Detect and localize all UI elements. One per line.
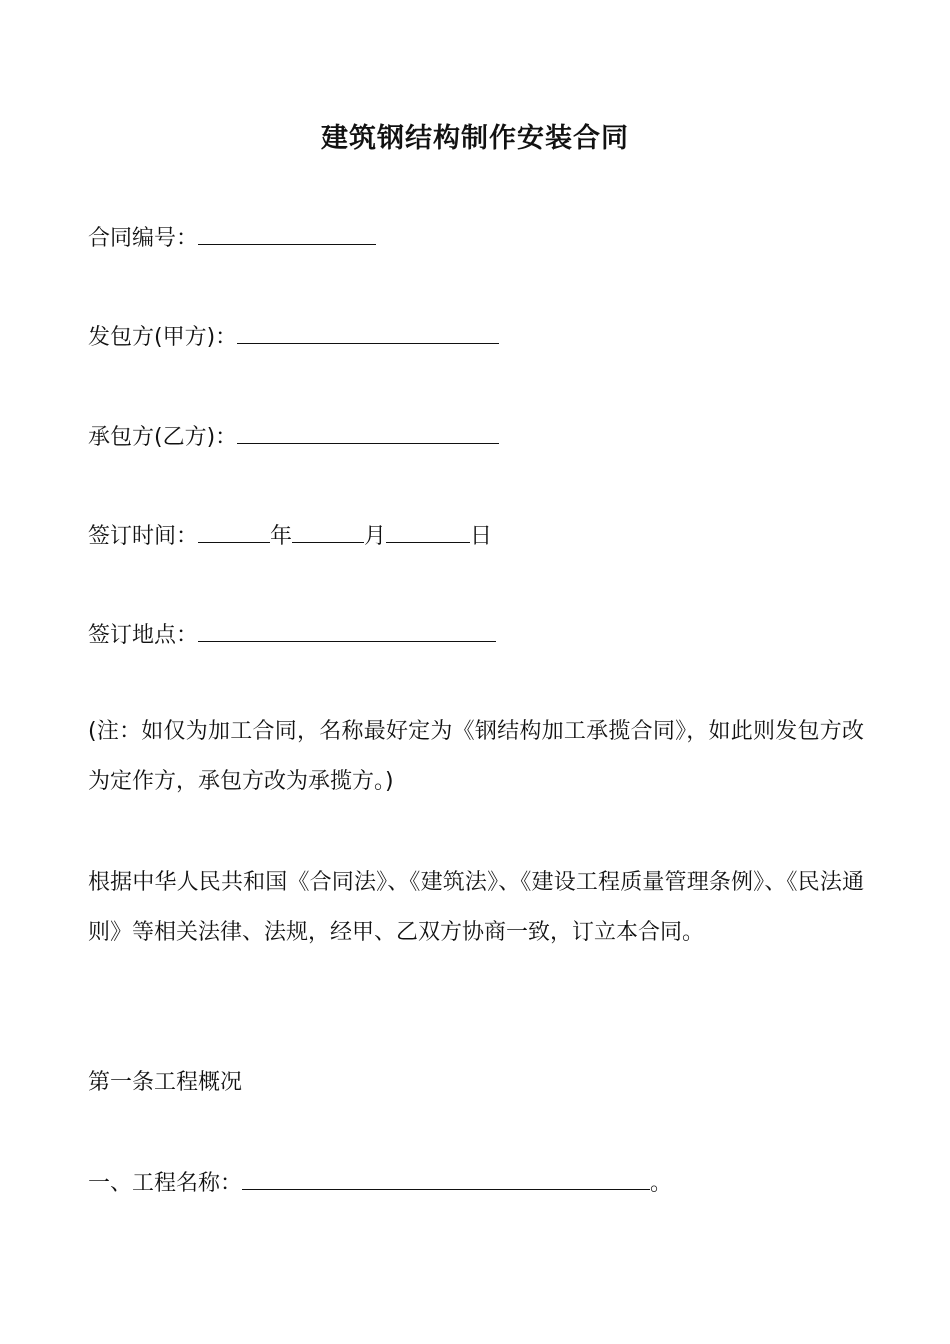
preamble-paragraph: 根据中华人民共和国《合同法》、《建筑法》、《建设工程质量管理条例》、《民法通则》等相关法律、法规，经甲、乙双方协商一致，订立本合同。	[88, 870, 864, 945]
project-name-end: 。	[650, 1171, 673, 1196]
party-a-label: 发包方(甲方)：	[88, 325, 238, 350]
sign-place-label: 签订地点：	[88, 623, 199, 648]
article-1-heading: 第一条工程概况	[88, 1070, 243, 1095]
party-a-blank[interactable]	[237, 321, 499, 344]
year-label: 年	[270, 524, 293, 549]
party-b-blank[interactable]	[237, 421, 499, 444]
month-blank[interactable]	[292, 520, 364, 543]
party-a-line	[88, 321, 499, 353]
day-label: 日	[470, 524, 493, 549]
project-name-blank[interactable]	[242, 1167, 650, 1190]
sign-date-line	[88, 520, 492, 552]
contract-number-label: 合同编号：	[88, 226, 199, 251]
note-paragraph: (注：如仅为加工合同，名称最好定为《钢结构加工承揽合同》，如此则发包方改为定作方，承包方改为承揽方。)	[88, 719, 864, 794]
contract-number-line	[88, 222, 376, 254]
party-b-label: 承包方(乙方)：	[88, 425, 238, 450]
project-name-line	[88, 1167, 672, 1199]
day-blank[interactable]	[386, 520, 470, 543]
party-b-line	[88, 421, 499, 453]
contract-number-blank[interactable]	[198, 222, 376, 245]
document-title: 建筑钢结构制作安装合同	[321, 123, 629, 154]
project-name-label: 一、工程名称：	[88, 1171, 243, 1196]
sign-place-line	[88, 619, 496, 651]
sign-date-label: 签订时间：	[88, 524, 199, 549]
sign-place-blank[interactable]	[198, 619, 496, 642]
year-blank[interactable]	[198, 520, 270, 543]
month-label: 月	[364, 524, 387, 549]
